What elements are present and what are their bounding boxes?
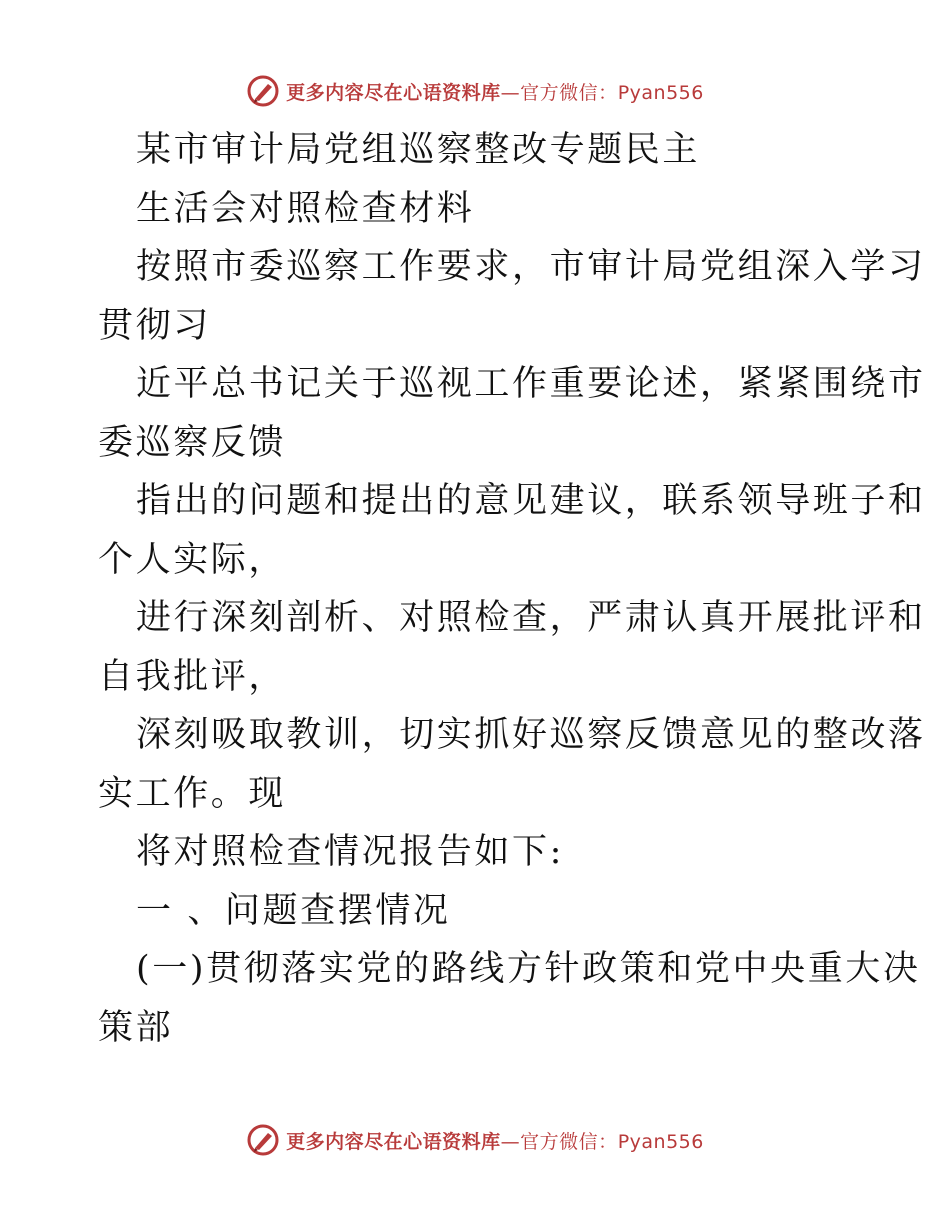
banner-wechat-label: 官方微信： (520, 81, 618, 104)
paragraph-line: 个人实际， (98, 539, 287, 580)
footer-banner (0, 1120, 950, 1160)
paragraph-line: 贯彻习 (98, 305, 211, 346)
section-heading: 一 、问题查摆情况 (136, 890, 451, 931)
banner-separator: — (500, 81, 521, 104)
paragraph-line: 近平总书记关于巡视工作重要论述，紧紧围绕市 (136, 364, 926, 404)
paragraph-line: 实工作。现 (98, 773, 287, 814)
banner-main-text: 更多内容尽在心语资料库 (286, 81, 501, 104)
banner-text (286, 1127, 704, 1154)
paragraph-line: 深刻吸取教训，切实抓好巡察反馈意见的整改落 (136, 715, 926, 755)
paragraph-line: 将对照检查情况报告如下: (136, 832, 564, 872)
banner-wechat-id: Pyan556 (617, 81, 704, 104)
banner-separator: — (500, 1130, 521, 1153)
header-banner (0, 71, 950, 111)
pen-logo-icon (246, 1123, 280, 1157)
banner-wechat-label: 官方微信： (520, 1130, 618, 1153)
paragraph-line: 自我批评， (98, 656, 287, 697)
subsection-heading: (一)贯彻落实党的路线方针政策和党中央重大决 (136, 949, 921, 989)
pen-logo-icon (246, 74, 280, 108)
title-line-1: 某市审计局党组巡察整改专题民主 (136, 130, 701, 170)
title-line-2: 生活会对照检查材料 (136, 188, 475, 229)
banner-text (286, 78, 704, 105)
paragraph-line: 策部 (98, 1007, 174, 1048)
banner-wechat-id: Pyan556 (617, 1130, 704, 1153)
paragraph-line: 委巡察反馈 (98, 422, 287, 463)
paragraph-line: 按照市委巡察工作要求，市审计局党组深入学习 (136, 247, 926, 287)
paragraph-line: 指出的问题和提出的意见建议，联系领导班子和 (136, 481, 926, 521)
banner-main-text: 更多内容尽在心语资料库 (286, 1130, 501, 1153)
document-body (98, 121, 926, 1057)
paragraph-line: 进行深刻剖析、对照检查，严肃认真开展批评和 (136, 598, 926, 638)
